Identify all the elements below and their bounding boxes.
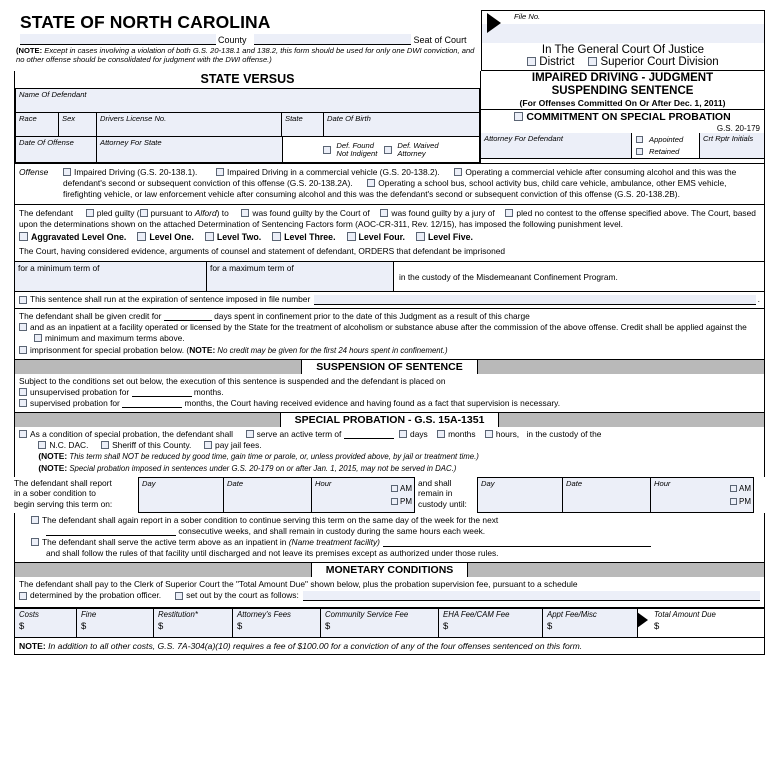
def-found-not-indigent-option[interactable] — [323, 142, 377, 158]
state-versus-title: STATE VERSUS — [15, 71, 480, 89]
checkbox-def-waived-attorney[interactable] — [384, 146, 392, 154]
def-waived-line1: Def. Waived — [397, 140, 439, 150]
checkbox-credit-special-probation[interactable] — [19, 346, 27, 354]
again-report-option[interactable] — [19, 515, 760, 537]
superior-label: Superior Court Division — [600, 56, 719, 68]
until-day-label: Day — [481, 478, 495, 488]
sp-note2-prefix: (NOTE: — [38, 462, 68, 473]
checkbox-level-one[interactable] — [137, 232, 146, 241]
consecutive-weeks-input[interactable] — [46, 535, 176, 536]
race-label: Race — [19, 114, 37, 123]
level-label-4: Level Four. — [358, 232, 405, 243]
sp-note1-prefix: (NOTE: — [38, 451, 68, 462]
state-versus-column — [14, 71, 481, 164]
report-day-label: Day — [142, 478, 156, 488]
months-label: months — [448, 429, 476, 440]
monetary-title: MONETARY CONDITIONS — [311, 563, 469, 577]
band-gray-left — [15, 360, 301, 374]
level-option-four[interactable] — [347, 232, 405, 244]
again-report-text — [42, 515, 760, 537]
inpatient-facility-hint: (Name treatment facility) — [288, 537, 380, 548]
checkbox-level-four[interactable] — [347, 232, 356, 241]
checkbox-again-report[interactable] — [31, 516, 39, 524]
report-instruction — [14, 477, 138, 513]
checkbox-level-five[interactable] — [416, 232, 425, 241]
defendant-demographics-row — [15, 113, 480, 137]
file-no-label: File No. — [514, 12, 541, 21]
checkbox-no-contest[interactable] — [505, 209, 513, 217]
nc-dac-label: N.C. DAC. — [49, 440, 89, 451]
checkbox-special-probation-condition[interactable] — [19, 430, 27, 438]
period-mark: . — [757, 294, 760, 305]
checkbox-until-am[interactable] — [730, 485, 737, 492]
fee-community-service-value: $ — [325, 621, 331, 633]
checkbox-schedule-probation-officer[interactable] — [19, 592, 27, 600]
drivers-license-field[interactable] — [97, 113, 282, 137]
special-probation-extra-conditions — [14, 513, 765, 563]
checkbox-retained[interactable] — [636, 148, 643, 155]
credit-note-prefix: NOTE: — [189, 344, 216, 355]
until-line-2: remain in — [418, 488, 453, 499]
suspension-title: SUSPENSION OF SENTENCE — [301, 360, 477, 374]
date-of-birth-field[interactable] — [324, 113, 480, 137]
alford-label: Alford — [194, 208, 217, 219]
until-hour-field[interactable] — [651, 477, 754, 513]
pay-jail-fees-label: pay jail fees. — [215, 440, 262, 451]
supervised-probation-text — [30, 398, 560, 409]
report-line-1: The defendant shall report — [14, 477, 112, 488]
offense-option-2: Impaired Driving in a commercial vehicle (G.S. 20-138.2). — [227, 167, 440, 177]
report-line-3: begin serving this term on: — [14, 498, 113, 509]
credit-special-probation-text — [30, 345, 760, 356]
district-division-option[interactable] — [527, 56, 574, 68]
arrow-right-icon — [487, 13, 501, 33]
fee-costs[interactable] — [14, 608, 77, 638]
custody-program-label: in the custody of the Misdemeanant Confinement Program. — [399, 271, 618, 282]
credit-section — [14, 309, 765, 360]
punishment-levels — [19, 230, 760, 244]
checkbox-found-guilty-court[interactable] — [241, 209, 249, 217]
inpatient-term-text — [42, 537, 760, 559]
alford-pre: pursuant to — [150, 208, 195, 219]
def-found-not-indigent-label — [336, 142, 377, 158]
fee-total-label: Total Amount Due — [654, 610, 716, 620]
checkbox-unit-hours[interactable] — [485, 430, 493, 438]
report-ampm-options — [388, 478, 414, 512]
checkbox-report-pm[interactable] — [391, 498, 398, 505]
unsupervised-probation-text — [30, 387, 224, 398]
supervised-months-input[interactable] — [122, 407, 182, 408]
header-note — [14, 45, 481, 67]
level-option-one[interactable] — [137, 232, 194, 244]
sex-field[interactable] — [59, 113, 97, 137]
report-date-field[interactable] — [224, 477, 312, 513]
fee-restitution-value: $ — [158, 621, 164, 633]
monetary-intro: The defendant shall pay to the Clerk of Superior Court the "Total Amount Due" shown below, plus the probation supervision fee, pursuant to a schedule — [19, 579, 578, 590]
until-pm-option[interactable] — [730, 497, 751, 506]
special-probation-condition-text — [30, 429, 760, 474]
minimum-term-label: for a minimum term of — [18, 263, 100, 274]
page-title: STATE OF NORTH CAROLINA — [20, 12, 271, 32]
def-waived-attorney-option[interactable] — [384, 142, 438, 158]
def-waived-attorney-label — [397, 142, 438, 158]
fee-total-value: $ — [654, 621, 660, 633]
bottom-note-text: In addition to all other costs, G.S. 7A-304(a)(10) requires a fee of $100.00 for a conviction of any of the four offenses sentenced on this form. — [45, 641, 583, 652]
payment-schedule-options — [19, 590, 760, 601]
supervised-probation-option[interactable] — [19, 398, 760, 409]
monetary-section-header — [14, 563, 765, 577]
checkbox-credit-against-terms[interactable] — [34, 334, 42, 342]
license-state-label: State — [285, 114, 303, 123]
fee-eha-cam[interactable] — [439, 608, 543, 638]
note-body: Except in cases involving a violation of both G.S. 20-138.1 and 138.2, this form should be used for only one DWI conviction, and no other offense should be consolidated for judgment with the DWI offense.) — [16, 46, 475, 65]
schedule-court-label: set out by the court as follows: — [186, 590, 299, 601]
checkbox-offense-commercial-vehicle[interactable] — [216, 168, 224, 176]
level-option-aggravated-one[interactable] — [19, 232, 126, 244]
inpatient-label-a: The defendant shall serve the active term above as an inpatient in — [42, 537, 289, 548]
note-prefix: (NOTE: — [16, 46, 43, 55]
fees-table — [14, 608, 765, 638]
date-of-offense-field[interactable] — [15, 137, 97, 163]
fee-total-amount-due[interactable] — [638, 608, 765, 638]
band-gray-right-2 — [499, 413, 764, 427]
race-field[interactable] — [15, 113, 59, 137]
counsel-type-options — [632, 133, 700, 159]
checkbox-unit-days[interactable] — [399, 430, 407, 438]
suspension-section — [14, 374, 765, 413]
active-term-amount-input[interactable] — [344, 438, 394, 439]
report-date-label: Date — [227, 478, 244, 488]
consecutive-sentence-label: This sentence shall run at the expiration of sentence imposed in file number — [30, 294, 311, 305]
serve-active-term-label: serve an active term of — [256, 429, 342, 440]
form-subtitle: (For Offenses Committed On Or After Dec. 1, 2011) — [519, 97, 726, 108]
unsupervised-probation-option[interactable] — [19, 387, 760, 398]
checkbox-found-guilty-jury[interactable] — [380, 209, 388, 217]
credit-lead: The defendant shall be given credit for — [19, 311, 162, 322]
attorney-for-state-label: Attorney For State — [100, 138, 162, 147]
fee-eha-cam-value: $ — [443, 621, 449, 633]
appointed-option[interactable] — [636, 135, 699, 144]
until-line-3: custody until: — [418, 498, 467, 509]
fee-appt-misc-value: $ — [547, 621, 553, 633]
special-probation-condition[interactable] — [19, 429, 760, 474]
county-input[interactable] — [20, 34, 216, 45]
credit-inpatient-label: and as an inpatient at a facility operated or licensed by the State for the treatment of alcoholism or substance abuse after the commission of the above offense. Credit shall be applied against the — [30, 322, 747, 333]
offense-section — [14, 164, 765, 205]
term-row — [14, 262, 765, 292]
form-header — [14, 10, 765, 71]
superior-division-option[interactable] — [588, 56, 718, 68]
form-title-line1: IMPAIRED DRIVING - JUDGMENT — [531, 72, 714, 84]
checkbox-sheriff[interactable] — [101, 441, 109, 449]
treatment-facility-input[interactable] — [383, 546, 651, 547]
unsupervised-label-b: months. — [193, 386, 224, 397]
bottom-note-prefix: NOTE: — [19, 641, 46, 652]
checkbox-pay-jail-fees[interactable] — [204, 441, 212, 449]
plea-section — [14, 205, 765, 262]
form-title-line2: SUSPENDING SENTENCE — [551, 84, 694, 97]
offense-label: Offense — [19, 167, 49, 177]
credit-line-1 — [19, 311, 760, 322]
retained-label: Retained — [649, 146, 680, 156]
attorney-defendant-row — [480, 133, 765, 159]
file-no-label-strip — [512, 11, 764, 24]
report-day-field[interactable] — [138, 477, 224, 513]
credit-inpatient-option[interactable] — [19, 322, 760, 344]
fee-community-service[interactable] — [321, 608, 439, 638]
level-label-5: Level Five. — [427, 232, 473, 243]
judgment-title-column — [481, 71, 765, 164]
band-gray-right — [478, 360, 764, 374]
fee-fine-label: Fine — [81, 610, 97, 620]
report-am-label: AM — [400, 483, 412, 493]
until-am-label: AM — [739, 483, 751, 493]
def-waived-line2: Attorney — [397, 148, 426, 158]
checkbox-supervised-probation[interactable] — [19, 399, 27, 407]
checkbox-report-am[interactable] — [391, 485, 398, 492]
orders-imprisoned-text: The Court, having considered evidence, arguments of counsel and statement of defendant, ORDERS that defendant be imprisoned — [19, 246, 506, 257]
commitment-label: COMMITMENT ON SPECIAL PROBATION — [526, 110, 731, 123]
indigency-options — [283, 137, 480, 163]
sp-note1-text: This term shall NOT be reduced by good time, gain time or parole, or, unless provided above, by jail or treatment time.) — [67, 452, 479, 462]
credit-inpatient-text — [30, 322, 760, 344]
credit-tail: days spent in confinement prior to the date of this Judgment as a result of this charge — [214, 311, 530, 322]
suspension-intro: Subject to the conditions set out below, the execution of this sentence is suspended and the defendant is placed on — [19, 375, 446, 386]
checkbox-schedule-court[interactable] — [175, 592, 183, 600]
checkbox-offense-impaired-driving[interactable] — [63, 168, 71, 176]
attorney-for-defendant-label: Attorney For Defendant — [484, 133, 563, 143]
fee-community-service-label: Community Service Fee — [325, 610, 409, 620]
inpatient-label-b: and shall follow the rules of that facility until discharged and not leave its premises except as authorized under those rules. — [46, 548, 499, 559]
until-date-label: Date — [566, 478, 583, 488]
fee-eha-cam-label: EHA Fee/CAM Fee — [443, 610, 510, 620]
report-line-2: in a sober condition to — [14, 488, 96, 499]
report-pm-option[interactable] — [391, 497, 412, 506]
credit-note-text: No credit may be given for the first 24 hours spent in confinement.) — [215, 345, 448, 355]
until-hour-label: Hour — [654, 478, 671, 488]
checkbox-unsupervised-probation[interactable] — [19, 388, 27, 396]
def-found-line1: Def. Found — [336, 140, 374, 150]
credit-against-terms-label: minimum and maximum terms above. — [45, 333, 185, 344]
checkbox-def-found-not-indigent[interactable] — [323, 146, 331, 154]
level-label-0: Aggravated Level One. — [31, 232, 127, 243]
report-hour-label: Hour — [315, 478, 332, 488]
condition-label-a: As a condition of special probation, the defendant shall — [30, 429, 233, 440]
again-report-label-a: The defendant shall again report in a sober condition to continue serving this term on the same day of the week for the next — [42, 514, 499, 525]
fee-appt-misc-label: Appt Fee/Misc — [547, 610, 597, 620]
level-option-three[interactable] — [272, 232, 335, 244]
checkbox-superior[interactable] — [588, 57, 597, 66]
fee-fine[interactable] — [77, 608, 154, 638]
county-row — [14, 33, 481, 45]
statute-reference: G.S. 20-179 — [716, 123, 760, 133]
level-option-two[interactable] — [205, 232, 261, 244]
fee-restitution-label: Restitution* — [158, 610, 198, 620]
band-gray-right-3 — [468, 563, 764, 577]
header-left — [14, 10, 481, 71]
level-label-1: Level One. — [149, 232, 194, 243]
special-probation-title: SPECIAL PROBATION - G.S. 15A-1351 — [280, 413, 500, 427]
offense-option-4: Operating a school bus, school activity bus, child care vehicle, ambulance, other EMS vehicle, firefighting vehicle, or law enforcement vehicle after consuming alcohol and this was the defendant's second or subsequent conviction of this offense (G.S. 20-138.2B). — [63, 178, 727, 200]
seat-of-court-input[interactable] — [254, 34, 411, 45]
county-label: County — [218, 35, 247, 45]
custody-program-text — [394, 262, 765, 292]
attorney-for-state-field[interactable] — [97, 137, 283, 163]
consecutive-sentence-section — [14, 292, 765, 309]
checkbox-level-aggravated-one[interactable] — [19, 232, 28, 241]
header-right — [481, 10, 765, 71]
offense-options — [63, 167, 760, 200]
custody-of-label: in the custody of the — [526, 429, 602, 440]
custody-until-instruction — [415, 477, 477, 513]
special-probation-section — [14, 427, 765, 477]
arrow-right-icon-total — [637, 612, 648, 628]
checkbox-serve-active-term[interactable] — [246, 430, 254, 438]
supervised-label-a: supervised probation for — [30, 398, 120, 409]
drivers-license-label: Drivers License No. — [100, 114, 167, 123]
fee-costs-label: Costs — [19, 610, 39, 620]
report-hour-field[interactable] — [312, 477, 415, 513]
band-gray-left-3 — [15, 563, 311, 577]
commitment-option[interactable] — [481, 109, 764, 124]
special-probation-section-header — [14, 413, 765, 427]
report-am-option[interactable] — [391, 484, 412, 493]
report-pm-label: PM — [400, 496, 412, 506]
division-options — [482, 56, 764, 68]
level-option-five[interactable] — [416, 232, 473, 244]
file-no-box[interactable] — [481, 10, 765, 43]
title-band — [14, 71, 765, 164]
fee-costs-value: $ — [19, 621, 25, 633]
checkbox-commitment-special-probation[interactable] — [514, 112, 523, 121]
found-guilty-court-label: was found guilty by the Court of — [252, 208, 370, 219]
checkbox-inpatient-term[interactable] — [31, 538, 39, 546]
until-pm-label: PM — [739, 496, 751, 506]
credit-days-input[interactable] — [164, 320, 212, 321]
appointed-label: Appointed — [649, 134, 684, 144]
until-date-field[interactable] — [563, 477, 651, 513]
unsupervised-label-a: unsupervised probation for — [30, 386, 130, 397]
unsupervised-months-input[interactable] — [132, 396, 192, 397]
fee-appt-misc[interactable] — [543, 608, 638, 638]
date-of-offense-label: Date Of Offense — [19, 138, 74, 147]
plea-tail: the offense specified above. The Court, based upon the determinations shown on the attached Determination of Sentencing Factors form (AOC-CR-311, Rev. 12/15), has imposed the following punishment level. — [19, 208, 756, 230]
level-label-3: Level Three. — [284, 232, 336, 243]
seat-of-court-label: Seat of Court — [413, 35, 467, 45]
checkbox-nc-dac[interactable] — [38, 441, 46, 449]
checkbox-pled-guilty[interactable] — [86, 209, 94, 217]
credit-special-probation-option[interactable] — [19, 345, 760, 356]
checkbox-alford-plea[interactable] — [140, 209, 148, 217]
sex-label: Sex — [62, 114, 76, 123]
until-day-field[interactable] — [477, 477, 563, 513]
band-gray-left-2 — [15, 413, 280, 427]
offense-option-1: Impaired Driving (G.S. 20-138.1). — [74, 167, 198, 177]
until-line-1: and shall — [418, 477, 452, 488]
maximum-term-field[interactable] — [207, 262, 394, 292]
monetary-section — [14, 577, 765, 607]
court-reporter-initials-field[interactable] — [700, 133, 765, 159]
checkbox-until-pm[interactable] — [730, 498, 737, 505]
report-schedule-row — [14, 477, 765, 513]
fee-attorneys-fees-value: $ — [237, 621, 243, 633]
suspension-section-header — [14, 360, 765, 374]
checkbox-level-two[interactable] — [205, 232, 214, 241]
fee-restitution[interactable] — [154, 608, 233, 638]
court-division-box — [481, 43, 765, 71]
checkbox-offense-school-bus[interactable] — [367, 179, 375, 187]
court-schedule-input[interactable] — [303, 591, 760, 601]
fee-attorneys-fees-label: Attorney's Fees — [237, 610, 291, 620]
maximum-term-label: for a maximum term of — [210, 263, 294, 274]
plea-options — [19, 208, 760, 230]
sheriff-label: Sheriff of this County. — [112, 440, 192, 451]
no-contest-label: pled no contest to — [516, 208, 583, 219]
retained-option[interactable] — [636, 147, 699, 156]
until-am-option[interactable] — [730, 484, 751, 493]
checkbox-level-three[interactable] — [272, 232, 281, 241]
supervised-label-b: months, the Court having received evidence and having found as a fact that supervision is necessary. — [184, 398, 561, 409]
license-state-field[interactable] — [282, 113, 324, 137]
checkbox-credit-inpatient[interactable] — [19, 323, 27, 331]
court-reporter-initials-label: Crt Rptr Initials — [703, 133, 754, 143]
schedule-probation-officer-label: determined by the probation officer. — [30, 590, 162, 601]
until-ampm-options — [727, 478, 753, 512]
date-of-birth-label: Date Of Birth — [327, 114, 371, 123]
fee-attorneys-fees[interactable] — [233, 608, 321, 638]
minimum-term-field[interactable] — [14, 262, 207, 292]
district-label: District — [539, 56, 575, 68]
attorney-for-defendant-field[interactable] — [480, 133, 632, 159]
hours-label: hours, — [495, 429, 520, 440]
days-label: days — [410, 429, 428, 440]
form-main-title — [481, 71, 764, 98]
offense-option-3: Operating a commercial vehicle after consuming alcohol and this was the defendant's second or subsequent conviction of this offense (G.S. 20-138.2A). — [63, 167, 737, 189]
pled-guilty-label: pled guilty ( — [96, 208, 140, 219]
checkbox-district[interactable] — [527, 57, 536, 66]
plea-lead: The defendant — [19, 208, 74, 219]
checkbox-offense-commercial-after-consuming[interactable] — [454, 168, 462, 176]
checkbox-appointed[interactable] — [636, 136, 643, 143]
again-report-label-b: consecutive weeks, and shall remain in custody during the same hours each week. — [178, 525, 486, 536]
level-label-2: Level Two. — [216, 232, 262, 243]
defendant-name-label: Name Of Defendant — [19, 90, 87, 99]
offense-date-row — [15, 137, 480, 163]
credit-special-probation-label: imprisonment for special probation below. ( — [30, 344, 190, 355]
consecutive-file-number-input[interactable] — [314, 295, 755, 305]
def-found-line2: Not Indigent — [336, 148, 378, 158]
court-of-justice-label: In The General Court Of Justice — [541, 44, 705, 56]
fee-fine-value: $ — [81, 621, 87, 633]
inpatient-term-option[interactable] — [19, 537, 760, 559]
sp-note2-text: Special probation imposed in sentences under G.S. 20-179 on or after Jan. 1, 2015, may not be served in DAC.) — [67, 463, 457, 473]
found-guilty-jury-label: was found guilty by a jury of — [391, 208, 495, 219]
bottom-note — [14, 638, 765, 655]
checkbox-consecutive-sentence[interactable] — [19, 296, 27, 304]
defendant-name-field[interactable] — [15, 89, 480, 113]
alford-post: ) to — [216, 208, 229, 219]
checkbox-unit-months[interactable] — [437, 430, 445, 438]
